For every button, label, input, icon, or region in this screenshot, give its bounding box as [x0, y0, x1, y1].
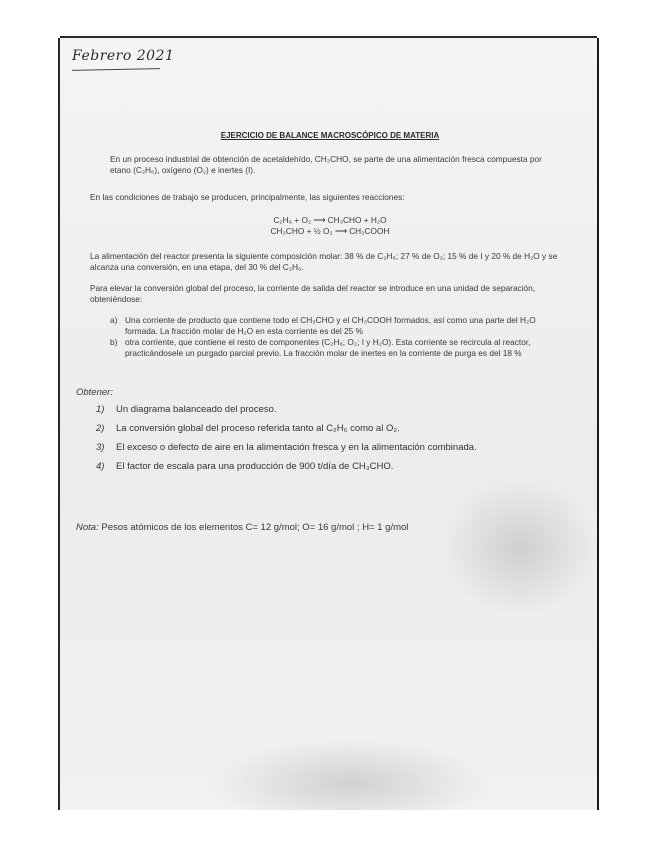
note-line — [76, 522, 570, 533]
item-text: El exceso o defecto de aire en la alimentación fresca y en la alimentación combinada. — [116, 442, 477, 453]
option-marker: a) — [110, 315, 118, 325]
option-marker: b) — [110, 337, 118, 347]
page-title: EJERCICIO DE BALANCE MACROSCÓPICO DE MATERIA — [220, 131, 440, 140]
scan-smudge — [210, 738, 490, 810]
handwritten-date: Febrero 2021 — [72, 48, 175, 64]
separation-paragraph: Para elevar la conversión global del proceso, la corriente de salida del reactor se introduce en una unidad de separación, obteniéndose: — [90, 283, 536, 304]
reactions-intro: En las condiciones de trabajo se producen, principalmente, las siguientes reacciones: — [90, 192, 405, 202]
scanned-page — [60, 38, 597, 810]
reaction-equations — [90, 215, 570, 237]
option-b — [110, 337, 570, 359]
item-number: 1) — [96, 404, 105, 415]
option-text: otra corriente, que contiene el resto de componentes (C₂H₆; O₂; I y H₂O). Esta corriente se recircula al reactor, practicándosele un purgado parcial previo. La fracción molar de inertes en la corriente de purga es del 18 % — [125, 337, 531, 358]
intro-paragraph: En un proceso industrial de obtención de acetaldehído, CH₃CHO, se parte de una alimentación fresca compuesta por etano (C₂H₆), oxígeno (O₂) e inertes (I). — [110, 154, 542, 175]
item-text: El factor de escala para una producción de 900 t/día de CH₃CHO. — [116, 461, 394, 472]
item-text: La conversión global del proceso referida tanto al C₂H₆ como al O₂. — [116, 423, 400, 434]
feed-composition-paragraph: La alimentación del reactor presenta la siguiente composición molar: 38 % de C₂H₆; 27 % de O₂; 15 % de I y 20 % de H₂O y se alcanza una conversión, en una etapa, del 30 % del C₂H₆. — [90, 251, 558, 272]
handwritten-underline — [72, 68, 160, 71]
reaction-equation-1: C₂H₆ + O₂ ⟶ CH₃CHO + H₂O — [273, 215, 387, 225]
note-text: Pesos atómicos de los elementos C= 12 g/mol; O= 16 g/mol ; H= 1 g/mol — [98, 522, 409, 533]
option-text: Una corriente de producto que contiene todo el CH₃CHO y el CH₃COOH formados, así como una parte del H₂O formada. La fracción molar de H₂O en esta corriente es del 25 % — [125, 315, 536, 336]
obtener-heading: Obtener: — [76, 387, 113, 398]
item-number: 4) — [96, 461, 105, 472]
obtener-item-1 — [96, 404, 570, 415]
note-label: Nota: — [76, 522, 99, 533]
item-number: 2) — [96, 423, 105, 434]
item-number: 3) — [96, 442, 105, 453]
obtener-item-4 — [96, 461, 570, 472]
obtener-item-2 — [96, 423, 570, 434]
item-text: Un diagrama balanceado del proceso. — [116, 404, 277, 415]
reaction-equation-2: CH₃CHO + ½ O₂ ⟶ CH₃COOH — [270, 226, 390, 236]
exercise-body — [76, 130, 570, 533]
obtener-item-3 — [96, 442, 570, 453]
option-a — [110, 315, 570, 337]
